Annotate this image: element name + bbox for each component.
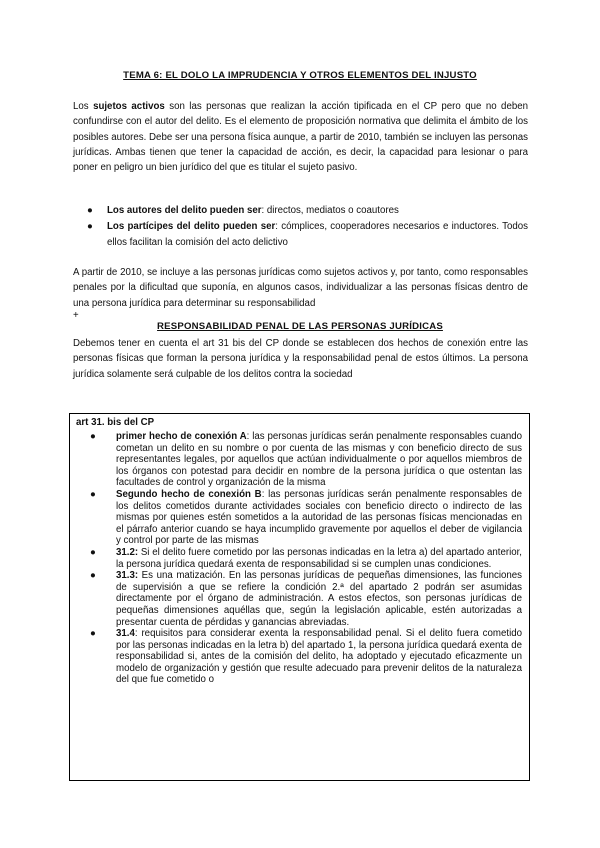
list-item <box>70 628 522 686</box>
article-box <box>69 413 530 781</box>
bullet-icon: ● <box>87 205 93 216</box>
bullet-icon: ● <box>90 546 96 558</box>
list-item <box>70 431 522 489</box>
item-text: : requisitos para considerar exenta la responsabilidad penal. Si el delito fuera cometido por las personas indicadas en la letra b) del apartado 1, la persona jurídica quedará exenta de responsabilidad si, antes de la comisión del delito, ha adoptado y ejecutado eficazmente un modelo de organización y gestión que resulte adecuado para prevenir delitos de la naturaleza del que fue cometido o <box>116 628 522 686</box>
list-item <box>73 219 528 250</box>
bullet-bold: Los partícipes del delito pueden ser <box>107 221 276 233</box>
intro-post: son las personas que realizan la acción tipificada en el CP pero que no deben confundirse con el autor del delito. Es el elemento de proposición normativa que delimita el ámbito de los posibles autores. Debe ser una persona física aunque, a partir de 2010, también se incluyen las personas jurídicas. Ambas tienen que tener la capacidad de acción, es decir, la capacidad para lesionar o para poner en peligro un bien jurídico del que es titular el sujeto pasivo. <box>73 101 528 174</box>
item-bold: Segundo hecho de conexión B <box>116 488 262 500</box>
list-item <box>70 570 522 628</box>
item-text: Si el delito fuere cometido por las personas indicadas en la letra a) del apartado anterior, la persona jurídica quedará exenta de responsabilidad si se cumplen unas condiciones. <box>116 546 522 570</box>
bullet-icon: ● <box>90 628 96 640</box>
article-bullet-list <box>70 431 522 686</box>
item-text: : las personas jurídicas serán penalmente responsables de los delitos cometidos durante actividades sociales con beneficio directo o indirecto de las mismas por quienes estén sometidos a la autoridad de las personas físicas mencionadas en el párrafo anterior cuando se haya incumplido gravemente por aquellos el deber de vigilancia y control por parte de las mismas <box>116 488 522 547</box>
bullet-icon: ● <box>90 488 96 500</box>
bullet-icon: ● <box>87 221 93 233</box>
item-bold: 31.4 <box>116 628 135 640</box>
connection-paragraph: Debemos tener en cuenta el art 31 bis del CP donde se establecen dos hechos de conexión entre las personas físicas que forman la persona jurídica y la responsabilidad penal de estos últimos. La persona jurídica solamente será culpable de los delitos contra la sociedad <box>73 338 528 380</box>
bullet-bold: Los autores del delito pueden ser <box>107 205 262 216</box>
plus-sign: + <box>73 310 79 321</box>
list-item <box>73 203 528 218</box>
bullet-text: : cómplices, cooperadores necesarios e inductores. Todos ellos facilitan la comisión del acto delictivo <box>107 221 529 248</box>
item-bold: primer hecho de conexión A <box>116 431 247 442</box>
intro-bold: sujetos activos <box>93 101 165 112</box>
box-title: art 31. bis del CP <box>76 417 155 428</box>
list-item <box>70 547 522 570</box>
legal-persons-paragraph: A partir de 2010, se incluye a las personas jurídicas como sujetos activos y, por tanto, como responsables penales por la dificultad que suponía, en algunos casos, individualizar a las personas físicas dentro de una persona jurídica para determinar su responsabilidad <box>73 267 528 309</box>
bullet-icon: ● <box>90 431 96 442</box>
item-text: : las personas jurídicas serán penalmente responsables cuando cometan un delito en su nombre o por cuenta de las mismas y con beneficio directo de sus representantes legales, por aquellos que actúan individualmente o por aquellos miembros de los órganos con potestad para decidir en nombre de la persona jurídica o que ostentan las facultades de control y organización de la misma <box>116 431 523 489</box>
section-title: RESPONSABILIDAD PENAL DE LAS PERSONAS JURÍDICAS <box>157 321 443 332</box>
intro-pre: Los <box>73 101 94 112</box>
page-title: TEMA 6: EL DOLO LA IMPRUDENCIA Y OTROS ELEMENTOS DEL INJUSTO <box>123 70 477 81</box>
subject-bullet-list <box>73 203 528 251</box>
item-bold: 31.2: <box>116 546 139 558</box>
intro-paragraph <box>73 99 528 175</box>
list-item <box>70 489 522 547</box>
bullet-text: : directos, mediatos o coautores <box>261 205 399 216</box>
item-bold: 31.3: <box>116 570 139 582</box>
item-text: Es una matización. En las personas jurídicas de pequeñas dimensiones, las funciones de supervisión a que se refiere la condición 2.ª del apartado 2 podrán ser asumidas directamente por el órgano de administración. A estos efectos, son personas jurídicas de pequeñas dimensiones aquéllas que, según la legislación aplicable, estén autorizadas a presentar cuenta de pérdidas y ganancias abreviadas. <box>116 570 522 628</box>
bullet-icon: ● <box>90 570 96 582</box>
